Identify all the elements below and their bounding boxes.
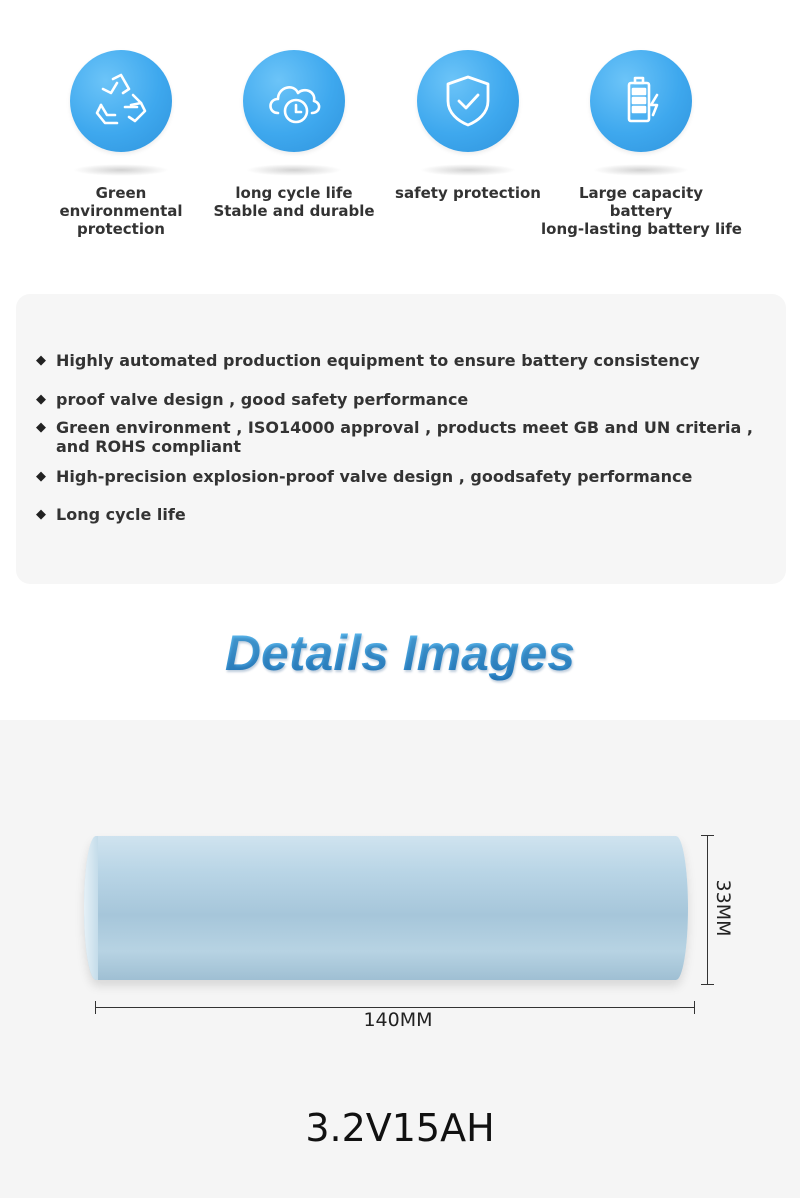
feature-label: long cycle life Stable and durable [213,184,375,220]
feature-capacity [541,50,741,238]
diamond-bullet-icon: ◆ [36,469,46,484]
icon-shadow [420,164,516,176]
diameter-dimension-line [707,835,708,985]
icon-shadow [593,164,689,176]
icon-shadow [246,164,342,176]
diamond-bullet-icon: ◆ [36,507,46,522]
feature-cycle-life [194,50,394,220]
length-dimension-line [95,1007,695,1008]
diameter-label: 33MM [712,879,734,937]
list-item: ◆ Highly automated production equipment to ensure battery consistency [36,351,700,370]
list-item: ◆ High-precision explosion-proof valve design , goodsafety performance [36,467,693,486]
icon-shadow [73,164,169,176]
diamond-bullet-icon: ◆ [36,420,46,435]
length-label: 140MM [363,1009,433,1031]
feature-green [21,50,221,238]
section-title: Details Images [0,624,800,682]
feature-label: safety protection [395,184,541,202]
shield-check-icon [417,50,519,152]
feature-safety [368,50,568,202]
cloud-clock-icon [243,50,345,152]
list-item: ◆ Green environment , ISO14000 approval , products meet GB and UN criteria , and ROHS compliant [36,418,753,456]
diamond-bullet-icon: ◆ [36,353,46,368]
list-item: ◆ Long cycle life [36,505,186,524]
battery-charge-icon [590,50,692,152]
battery-cell-image [84,836,688,980]
recycle-icon [70,50,172,152]
diamond-bullet-icon: ◆ [36,392,46,407]
list-item: ◆ proof valve design , good safety performance [36,390,469,409]
feature-row [0,0,800,260]
feature-label: Large capacity battery long-lasting battery life [541,184,742,238]
features-panel [16,294,786,584]
feature-label: Green environmental protection [59,184,183,238]
model-label: 3.2V15AH [305,1106,495,1150]
